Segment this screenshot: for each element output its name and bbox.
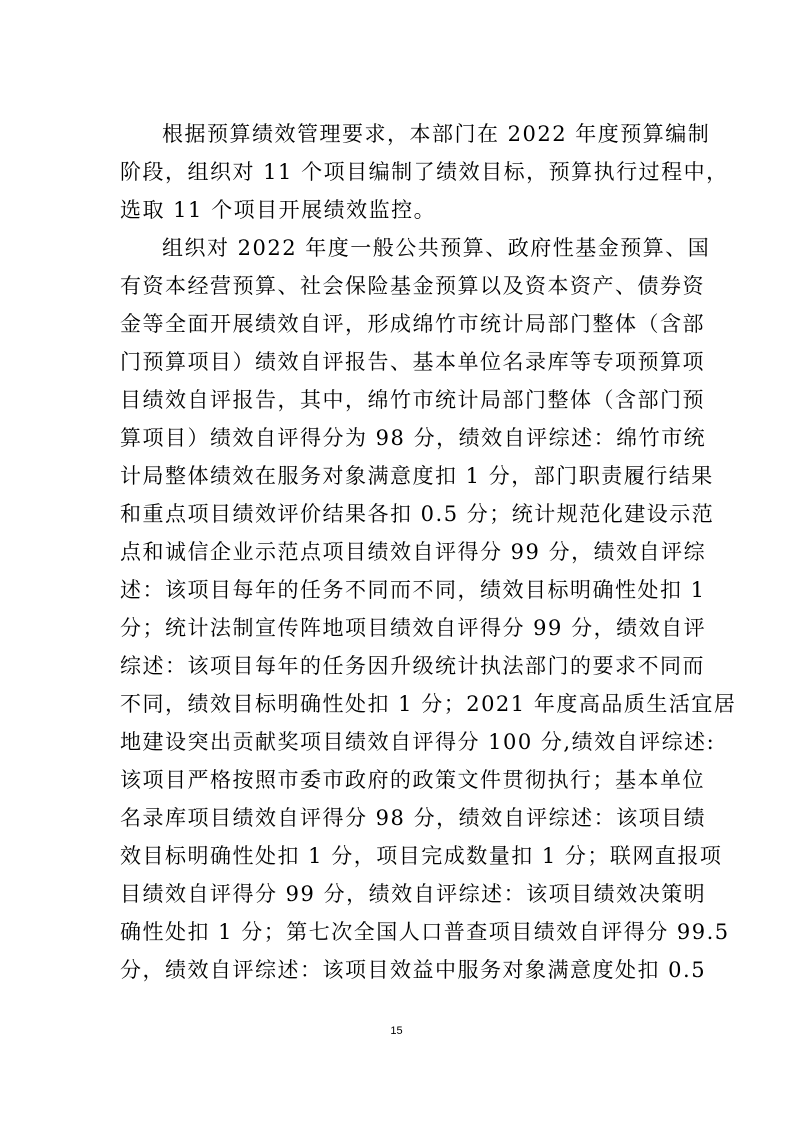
paragraph-2-line-3: 金等全面开展绩效自评，形成绵竹市统计局部门整体（含部 [120, 312, 705, 336]
paragraph-1-line-1: 根据预算绩效管理要求，本部门在 2022 年度预算编制 [162, 122, 711, 146]
paragraph-2-line-6: 算项目）绩效自评得分为 98 分，绩效自评综述：绵竹市统 [120, 426, 707, 450]
paragraph-2-line-19: 确性处扣 1 分；第七次全国人口普查项目绩效自评得分 99.5 [120, 920, 730, 944]
paragraph-2-line-8: 和重点项目绩效评价结果各扣 0.5 分；统计规范化建设示范 [120, 502, 715, 526]
paragraph-2-line-7: 计局整体绩效在服务对象满意度扣 1 分，部门职责履行结果 [120, 464, 714, 488]
paragraph-2-line-18: 目绩效自评得分 99 分，绩效自评综述：该项目绩效决策明 [120, 882, 707, 906]
paragraph-1-line-2: 阶段，组织对 11 个项目编制了绩效目标，预算执行过程中， [120, 160, 729, 184]
paragraph-2-line-9: 点和诚信企业示范点项目绩效自评得分 99 分，绩效自评综 [120, 540, 707, 564]
paragraph-2-line-10: 述：该项目每年的任务不同而不同，绩效目标明确性处扣 1 [120, 578, 706, 602]
paragraph-2-line-4: 门预算项目）绩效自评报告、基本单位名录库等专项预算项 [120, 350, 705, 374]
paragraph-2-line-16: 名录库项目绩效自评得分 98 分，绩效自评综述：该项目绩 [120, 806, 707, 830]
paragraph-2-line-17: 效目标明确性处扣 1 分，项目完成数量扣 1 分；联网直报项 [120, 844, 723, 868]
paragraph-2-line-15: 该项目严格按照市委市政府的政策文件贯彻执行；基本单位 [120, 768, 705, 792]
paragraph-2-line-11: 分；统计法制宣传阵地项目绩效自评得分 99 分，绩效自评 [120, 616, 707, 640]
paragraph-2-line-14: 地建设突出贡献奖项目绩效自评得分 100 分,绩效自评综述: [120, 730, 716, 754]
paragraph-2-line-13: 不同，绩效目标明确性处扣 1 分；2021 年度高品质生活宜居 [120, 692, 737, 716]
paragraph-1-line-3: 选取 11 个项目开展绩效监控。 [120, 198, 437, 222]
page-number: 15 [390, 1025, 403, 1037]
paragraph-2-line-12: 综述：该项目每年的任务因升级统计执法部门的要求不同而 [120, 654, 705, 678]
paragraph-2-line-20: 分，绩效自评综述：该项目效益中服务对象满意度处扣 0.5 [120, 958, 707, 982]
paragraph-2-line-5: 目绩效自评报告，其中，绵竹市统计局部门整体（含部门预 [120, 388, 705, 412]
paragraph-2-line-2: 有资本经营预算、社会保险基金预算以及资本资产、债券资 [120, 274, 705, 298]
paragraph-2-line-1: 组织对 2022 年度一般公共预算、政府性基金预算、国 [162, 236, 711, 260]
